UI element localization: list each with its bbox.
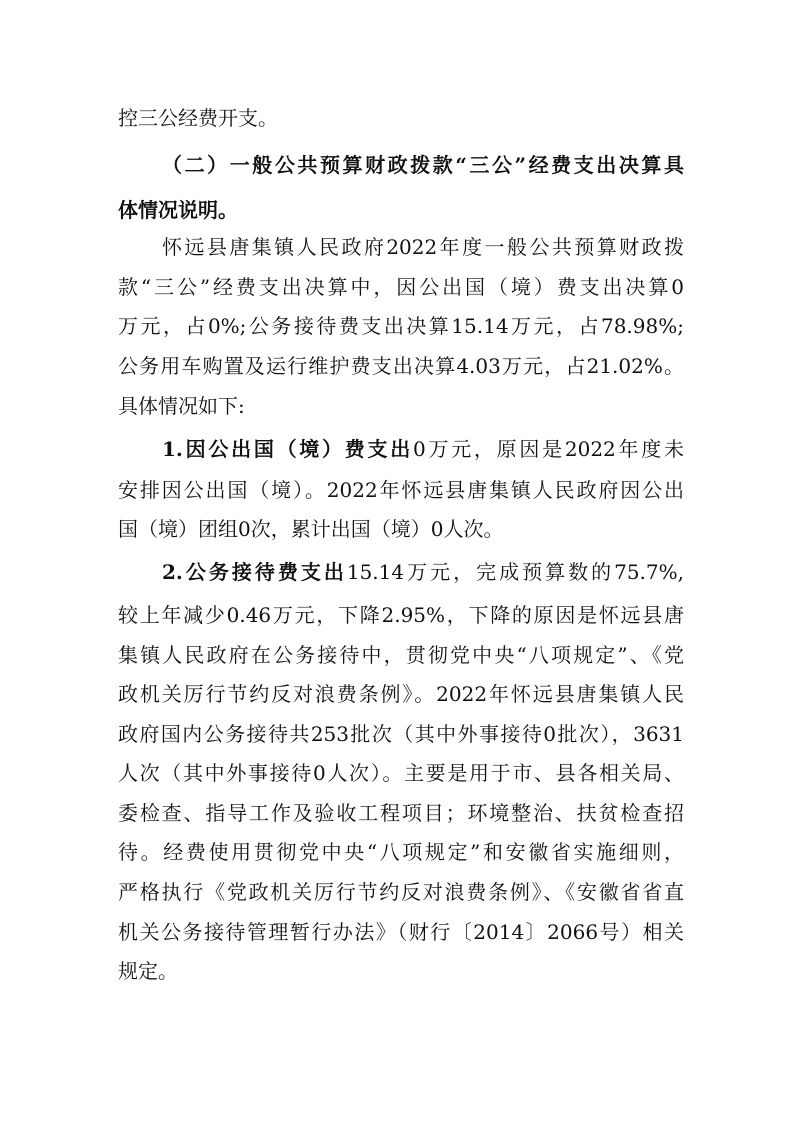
item-text: 0万元，原因是2022年度未 bbox=[413, 437, 684, 461]
paragraph-line bbox=[162, 557, 684, 587]
paragraph-line: 怀远县唐集镇人民政府2022年度一般公共预算财政拨 bbox=[162, 235, 684, 259]
paragraph-line: 集镇人民政府在公务接待中，贯彻党中央“八项规定”、《党 bbox=[118, 643, 684, 667]
paragraph-line: 万元，占0%;公务接待费支出决算15.14万元，占78.98%; bbox=[118, 314, 684, 338]
paragraph-line: 较上年减少0.46万元，下降2.95%，下降的原因是怀远县唐 bbox=[118, 603, 684, 627]
paragraph-line bbox=[162, 434, 684, 464]
item-heading: 1.因公出国（境）费支出 bbox=[162, 437, 413, 461]
paragraph-line: 规定。 bbox=[118, 959, 178, 983]
paragraph-line: 国（境）团组0次，累计出国（境）0人次。 bbox=[118, 517, 504, 541]
paragraph-line: 安排因公出国（境）。2022年怀远县唐集镇人民政府因公出 bbox=[118, 478, 684, 502]
paragraph-line: 公务用车购置及运行维护费支出决算4.03万元，占21.02%。 bbox=[118, 354, 684, 378]
section-heading-line: 体情况说明。 bbox=[118, 198, 238, 222]
paragraph-line: 款“三公”经费支出决算中，因公出国（境）费支出决算0 bbox=[118, 275, 684, 299]
paragraph-line: 人次（其中外事接待0人次）。主要是用于市、县各相关局、 bbox=[118, 761, 684, 785]
paragraph-line: 控三公经费开支。 bbox=[118, 106, 278, 130]
paragraph-line: 政机关厉行节约反对浪费条例》。2022年怀远县唐集镇人民 bbox=[118, 682, 684, 706]
paragraph-line: 政府国内公务接待共253批次（其中外事接待0批次），3631 bbox=[118, 722, 684, 746]
paragraph-line: 机关公务接待管理暂行办法》（财行〔2014〕2066号）相关 bbox=[118, 920, 684, 944]
section-heading-line: （二）一般公共预算财政拨款“三公”经费支出决算具 bbox=[162, 153, 684, 177]
item-text: 15.14万元，完成预算数的75.7%, bbox=[346, 560, 684, 584]
paragraph-line: 具体情况如下: bbox=[118, 394, 245, 418]
paragraph-line: 严格执行《党政机关厉行节约反对浪费条例》、《安徽省省直 bbox=[118, 880, 684, 904]
paragraph-line: 委检查、指导工作及验收工程项目；环境整治、扶贫检查招 bbox=[118, 801, 684, 825]
item-heading: 2.公务接待费支出 bbox=[162, 560, 347, 584]
paragraph-line: 待。经费使用贯彻党中央“八项规定”和安徽省实施细则， bbox=[118, 840, 684, 864]
